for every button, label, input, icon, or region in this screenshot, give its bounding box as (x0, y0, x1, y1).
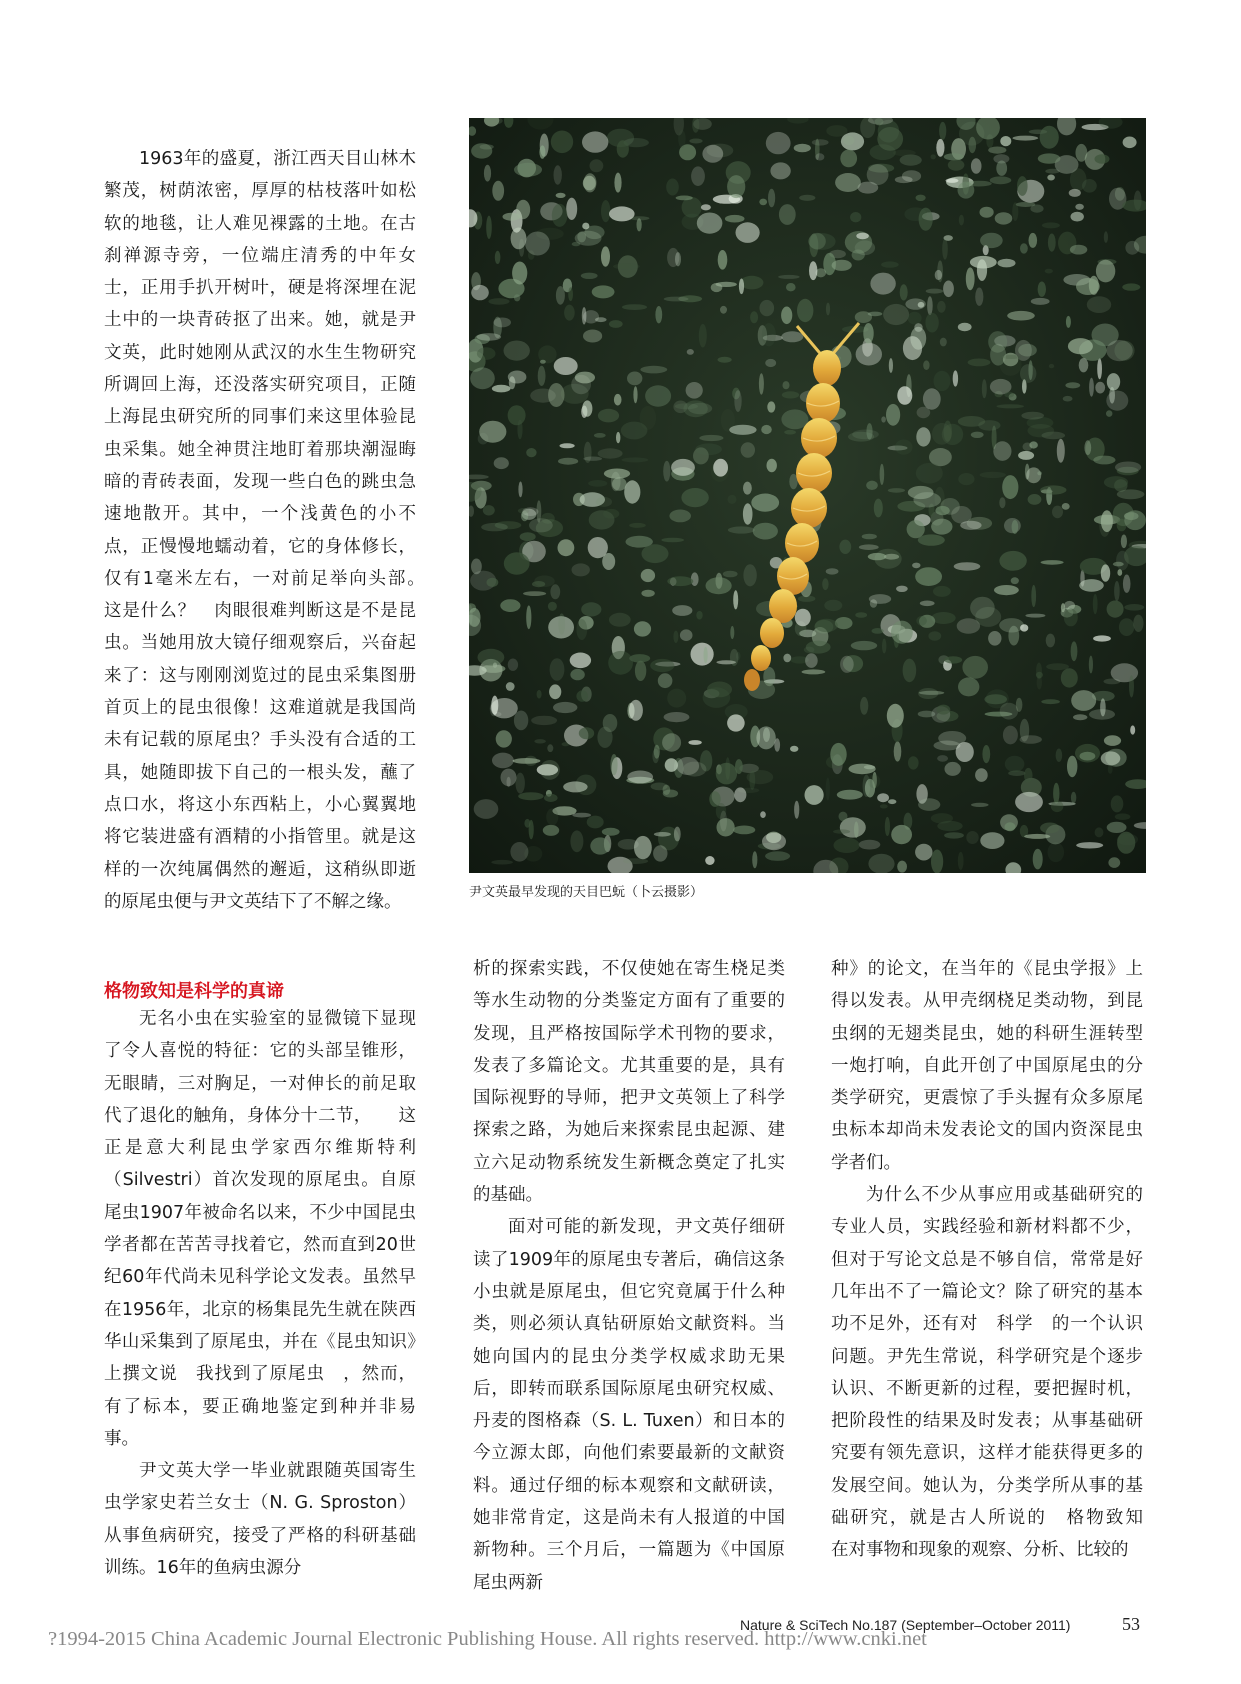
article-column-middle (473, 953, 785, 1599)
section-heading: 格物致知是科学的真谛 (104, 981, 284, 1002)
article-paragraph: 无名小虫在实验室的显微镜下显现了令人喜悦的特征：它的头部呈锥形，无眼睛，三对胸足，一对伸长的前足取代了退化的触角，身体分十二节， 这正是意大利昆虫学家西尔维斯特利（Silvestri）首次发现的原尾虫。自原尾虫1907年被命名以来，不少中国昆虫学者都在苦苦寻找着它，然而直到20世纪60年代尚未见科学论文发表。虽然早在1956年，北京的杨集昆先生就在陕西华山采集到了原尾虫，并在《昆虫知识》上撰文说 我找到了原尾虫 ，然而，有了标本，要正确地鉴定到种并非易事。 (104, 1009, 416, 1449)
journal-footer: Nature & SciTech No.187 (September–October 2011) (740, 1617, 1071, 1633)
article-paragraph: 为什么不少从事应用或基础研究的专业人员，实践经验和新材料都不少，但对于写论文总是不够自信，常常是好几年出不了一篇论文？除了研究的基本功不足外，还有对 科学 的一个认识问题。尹先生常说，科学研究是个逐步认识、不断更新的过程，要把握时机，把阶段性的结果及时发表；从事基础研究要有领先意识，这样才能获得更多的发展空间。她认为，分类学所从事的基础研究，就是古人所说的 格物致知 在对事物和现象的观察、分析、比较的 (831, 1185, 1178, 1561)
copyright-notice: ?1994-2015 China Academic Journal Electronic Publishing House. All rights reserved. http://www.cnki.net (48, 1628, 927, 1650)
article-column-left-top (104, 143, 434, 918)
article-paragraph: 面对可能的新发现，尹文英仔细研读了1909年的原尾虫专著后，确信这条小虫就是原尾虫，但它究竟属于什么种类，则必须认真钻研原始文献资料。当她向国内的昆虫分类学权威求助无果后，即转而联系国际原尾虫研究权威、丹麦的图格森（S. L. Tuxen）和日本的今立源太郎，向他们索要最新的文献资料。通过仔细的标本观察和文献研读，她非常肯定，这是尚未有人报道的中国新物种。三个月后，一篇题为《中国原尾虫两新 (473, 1217, 785, 1593)
article-column-left-bottom (104, 1003, 416, 1584)
article-paragraph: 种》的论文，在当年的《昆虫学报》上得以发表。从甲壳纲桡足类动物，到昆虫纲的无翅类昆虫，她的科研生涯转型一炮打响，自此开创了中国原尾虫的分类学研究，更震惊了手头握有众多原尾虫标本却尚未发表论文的国内资深昆虫学者们。 (831, 959, 1143, 1173)
page-number: 53 (1122, 1614, 1140, 1634)
article-paragraph: 1963年的盛夏，浙江西天目山林木繁茂，树荫浓密，厚厚的枯枝落叶如松软的地毯，让人难见裸露的土地。在古刹禅源寺旁，一位端庄清秀的中年女士，正用手扒开树叶，硬是将深埋在泥土中的一块青砖抠了出来。她，就是尹文英，此时她刚从武汉的水生生物研究所调回上海，还没落实研究项目，正随上海昆虫研究所的同事们来这里体验昆虫采集。她全神贯注地盯着那块潮湿晦暗的青砖表面，发现一些白色的跳虫急速地散开。其中，一个浅黄色的小不点，正慢慢地蠕动着，它的身体修长，仅有1毫米左右，一对前足举向头部。 这是什么？ 肉眼很难判断这是不是昆虫。当她用放大镜仔细观察后，兴奋起来了：这与刚刚浏览过的昆虫采集图册首页上的昆虫很像！这难道就是我国尚未有记载的原尾虫？手头没有合适的工具，她随即拔下自己的一根头发，蘸了点口水，将这小东西粘上，小心翼翼地将它装进盛有酒精的小指管里。就是这样的一次纯属偶然的邂逅，这稍纵即逝的原尾虫便与尹文英结下了不解之缘。 (104, 149, 434, 912)
photo-caption: 尹文英最早发现的天目巴蚖（卜云摄影） (469, 885, 704, 900)
article-column-right (831, 953, 1178, 1567)
proturan-photo (469, 118, 1146, 873)
article-paragraph: 尹文英大学一毕业就跟随英国寄生虫学家史若兰女士（N. G. Sproston）从事鱼病研究，接受了严格的科研基础训练。16年的鱼病虫源分 (104, 1461, 416, 1579)
article-paragraph: 析的探索实践，不仅使她在寄生桡足类等水生动物的分类鉴定方面有了重要的发现，且严格按国际学术刊物的要求，发表了多篇论文。尤其重要的是，具有国际视野的导师，把尹文英领上了科学探索之路，为她后来探索昆虫起源、建立六足动物系统发生新概念奠定了扎实的基础。 (473, 959, 785, 1206)
